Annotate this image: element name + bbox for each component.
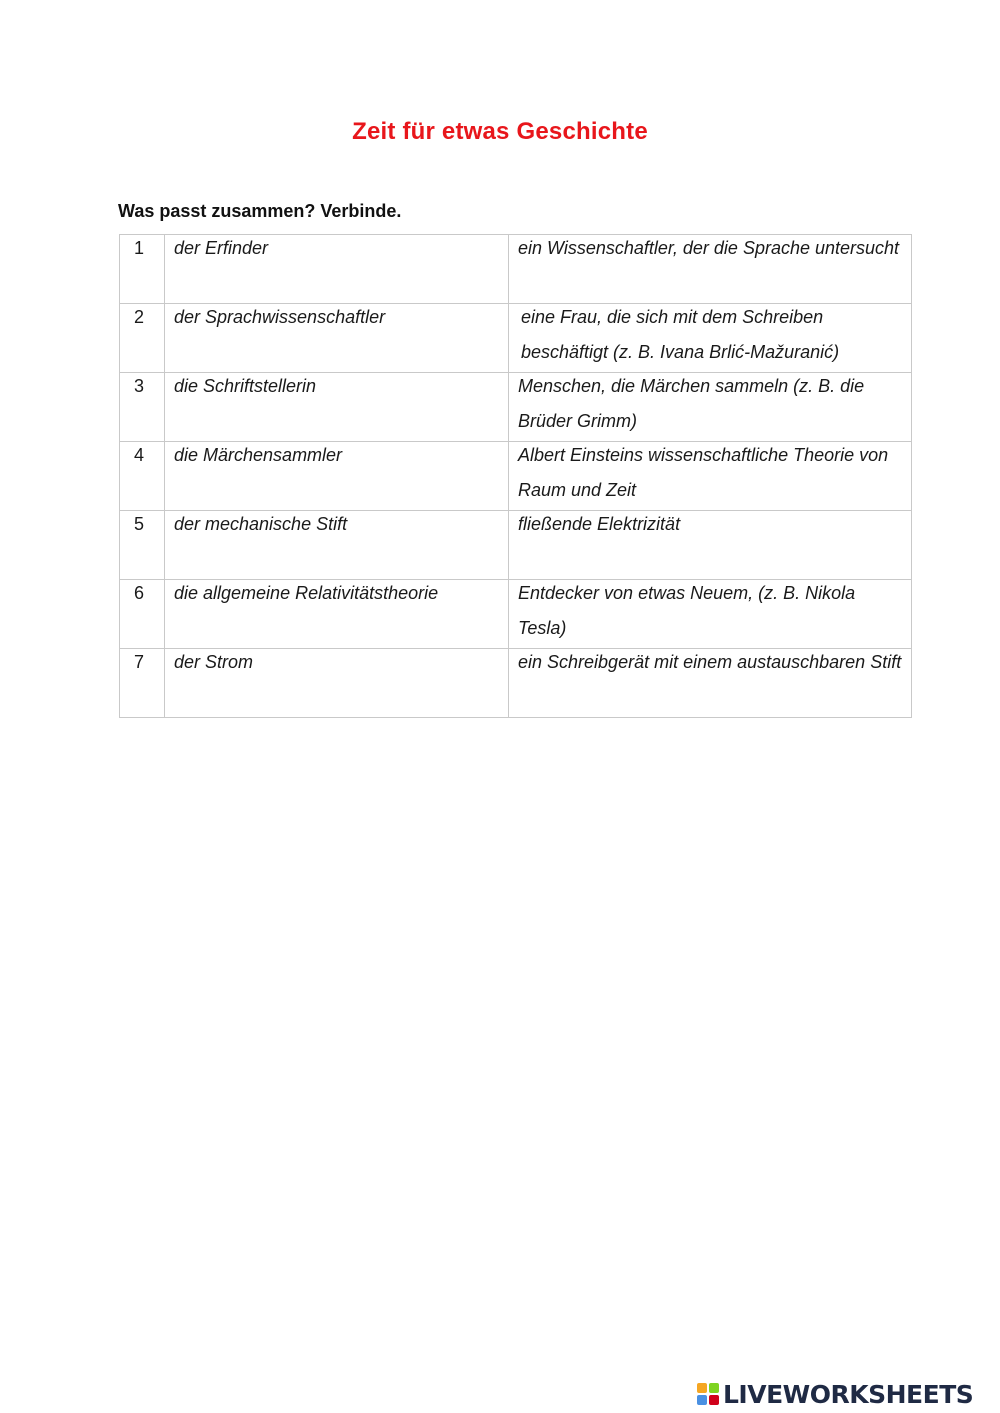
term-cell[interactable]: der Sprachwissenschaftler bbox=[165, 304, 509, 373]
page-title: Zeit für etwas Geschichte bbox=[352, 118, 648, 145]
row-number: 6 bbox=[120, 580, 165, 649]
row-number: 3 bbox=[120, 373, 165, 442]
term-cell[interactable]: die Schriftstellerin bbox=[165, 373, 509, 442]
description-cell[interactable]: ein Schreibgerät mit einem austauschbaren Stift bbox=[509, 649, 912, 718]
logo-square-4 bbox=[709, 1395, 719, 1405]
exercise-instruction: Was passt zusammen? Verbinde. bbox=[118, 201, 402, 221]
table-row bbox=[120, 511, 912, 580]
logo-square-3 bbox=[697, 1395, 707, 1405]
row-number: 2 bbox=[120, 304, 165, 373]
term-cell[interactable]: der Erfinder bbox=[165, 235, 509, 304]
liveworksheets-logo bbox=[697, 1380, 973, 1408]
logo-text: LIVEWORKSHEETS bbox=[723, 1379, 974, 1409]
term-cell[interactable]: die Märchensammler bbox=[165, 442, 509, 511]
table-row bbox=[120, 373, 912, 442]
term-cell[interactable]: der Strom bbox=[165, 649, 509, 718]
description-cell[interactable]: Entdecker von etwas Neuem, (z. B. Nikola Tesla) bbox=[509, 580, 912, 649]
description-cell[interactable]: Albert Einsteins wissenschaftliche Theorie von Raum und Zeit bbox=[509, 442, 912, 511]
term-cell[interactable]: der mechanische Stift bbox=[165, 511, 509, 580]
row-number: 5 bbox=[120, 511, 165, 580]
description-cell[interactable]: Menschen, die Märchen sammeln (z. B. die Brüder Grimm) bbox=[509, 373, 912, 442]
table-row bbox=[120, 442, 912, 511]
matching-table bbox=[119, 234, 912, 718]
table-row bbox=[120, 649, 912, 718]
table-row bbox=[120, 235, 912, 304]
row-number: 1 bbox=[120, 235, 165, 304]
logo-square-1 bbox=[697, 1383, 707, 1393]
description-cell[interactable]: eine Frau, die sich mit dem Schreiben beschäftigt (z. B. Ivana Brlić-Mažuranić) bbox=[509, 304, 912, 373]
term-cell[interactable]: die allgemeine Relativitätstheorie bbox=[165, 580, 509, 649]
description-cell[interactable]: ein Wissenschaftler, der die Sprache untersucht bbox=[509, 235, 912, 304]
logo-square-2 bbox=[709, 1383, 719, 1393]
row-number: 4 bbox=[120, 442, 165, 511]
row-number: 7 bbox=[120, 649, 165, 718]
table-row bbox=[120, 580, 912, 649]
description-cell[interactable]: fließende Elektrizität bbox=[509, 511, 912, 580]
table-row bbox=[120, 304, 912, 373]
logo-icon bbox=[697, 1383, 719, 1405]
